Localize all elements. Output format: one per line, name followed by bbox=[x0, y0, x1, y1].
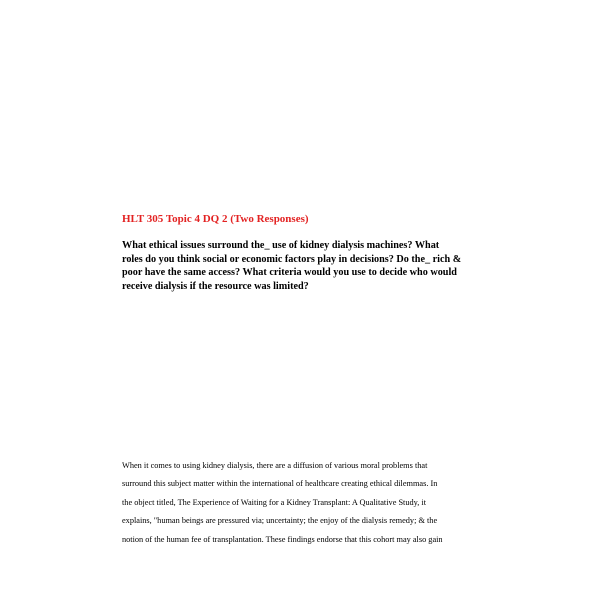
document-title: HLT 305 Topic 4 DQ 2 (Two Responses) bbox=[122, 213, 309, 225]
discussion-question bbox=[122, 239, 482, 293]
body-line: the object titled, The Experience of Waiting for a Kidney Transplant: A Qualitative Study, it bbox=[122, 497, 427, 507]
response-body bbox=[122, 457, 482, 549]
question-line: poor have the same access? What criteria would you use to decide who would bbox=[122, 267, 457, 278]
body-line: notion of the human fee of transplantation. These findings endorse that this cohort may also gain bbox=[122, 534, 443, 544]
body-line: When it comes to using kidney dialysis, there are a diffusion of various moral problems that bbox=[122, 461, 428, 470]
question-line: What ethical issues surround the_ use of kidney dialysis machines? What bbox=[122, 240, 440, 251]
body-line: surround this subject matter within the international of healthcare creating ethical dilemmas. In bbox=[122, 479, 438, 489]
question-line: roles do you think social or economic factors play in decisions? Do the_ rich & bbox=[122, 253, 462, 265]
body-line: explains, "human beings are pressured via; uncertainty; the enjoy of the dialysis remedy; & the bbox=[122, 516, 438, 526]
question-line: receive dialysis if the resource was limited? bbox=[122, 280, 309, 292]
